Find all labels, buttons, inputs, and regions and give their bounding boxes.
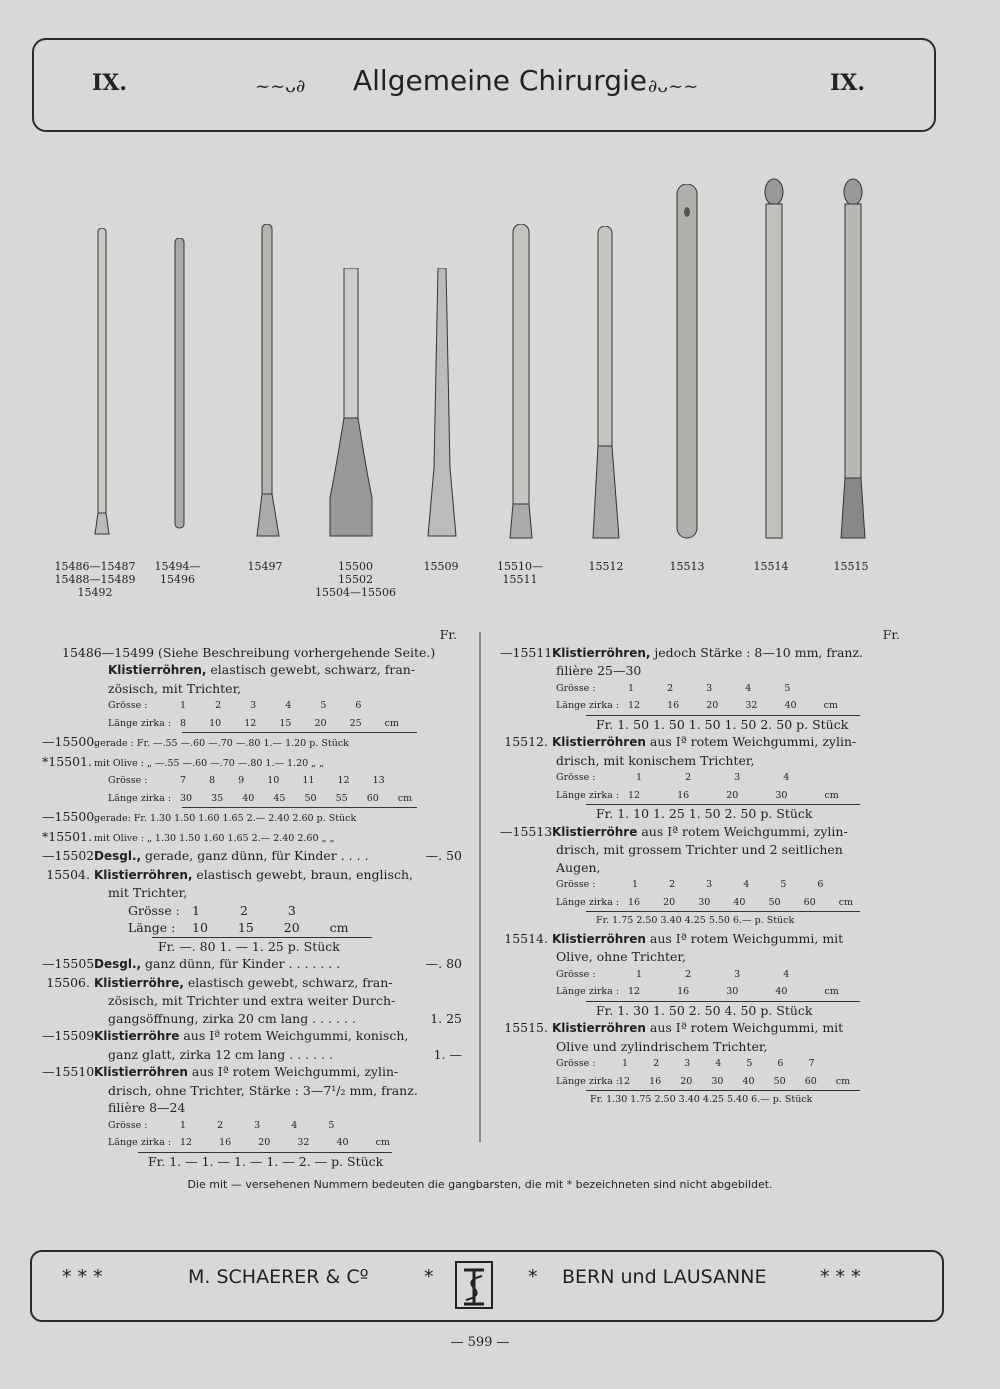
instrument-label-7: 15512 (588, 560, 624, 573)
length-values: 16 20 30 40 50 60 cm (628, 896, 854, 908)
instrument-illustration-9 (760, 178, 788, 540)
fr-header-right: Fr. (882, 627, 900, 642)
product-name: Klistierröhre, (94, 975, 184, 990)
right-price-column (500, 626, 900, 1109)
price-row: gerade: Fr. 1.30 1.50 1.60 1.65 2.— 2.40 2.60 p. Stück (94, 813, 357, 824)
size-values: 7 8 9 10 11 12 13 (180, 775, 385, 786)
instrument-illustration-1 (94, 228, 110, 538)
size-row (500, 966, 900, 984)
item-number: —15510. (42, 1064, 99, 1079)
text-line: drisch, mit grossem Trichter und 2 seitlichen (556, 842, 843, 857)
length-row (42, 1134, 462, 1152)
item-number: —15513. (500, 823, 557, 839)
text-line: ganz glatt, zirka 12 cm lang . . . . . . (108, 1046, 333, 1062)
product-description: elastisch gewebt, schwarz, fran- (183, 974, 393, 990)
item-number: 15512. (504, 734, 548, 749)
footnote: Die mit — versehenen Nummern bedeuten die gangbarsten, die mit * bezeichneten sind nicht abgebildet. (187, 1178, 773, 1191)
product-name: Desgl., (94, 849, 142, 863)
text-line: filière 8—24 (108, 1100, 186, 1115)
length-values: 12 16 20 30 40 50 60 cm (618, 1075, 851, 1087)
product-name: Desgl., (94, 957, 142, 971)
length-label: Länge : (128, 920, 176, 935)
product-description: aus Iª rotem Weichgummi, zylin- (637, 823, 848, 839)
size-row (500, 876, 900, 894)
size-label: Grösse : (108, 1119, 148, 1131)
item-number: *15501. (42, 753, 92, 769)
price-row: Fr. —. 80 1. — 1. 25 p. Stück (158, 938, 340, 954)
item-number: —15509. (42, 1028, 99, 1043)
instrument-label-10: 15515 (833, 560, 869, 573)
length-values: 30 35 40 45 50 55 60 cm (180, 792, 413, 804)
length-row (500, 697, 900, 715)
size-values: 1 2 3 4 5 6 (180, 700, 362, 711)
item-number: —15511. (500, 644, 557, 660)
instrument-illustration-2 (171, 238, 187, 538)
size-values: 1 2 3 4 5 (180, 1119, 335, 1131)
ornament-right: ∂ᴗ~~ (648, 76, 699, 97)
instrument-label-2: 15494—15496 (154, 560, 201, 586)
product-name: Klistierröhren (552, 931, 646, 946)
column-divider (479, 632, 481, 1142)
footer-star-mid: * (424, 1266, 434, 1288)
price-row: Fr. 1. 30 1. 50 2. 50 4. 50 p. Stück (596, 1002, 813, 1018)
size-label: Grösse : (556, 1058, 596, 1069)
text-line: Augen, (556, 859, 601, 875)
text-line: zösisch, mit Trichter und extra weiter Durch- (108, 993, 396, 1008)
product-name: Klistierröhre (94, 1029, 180, 1043)
product-name: Klistierröhre (552, 824, 638, 839)
page-number: — 599 — (450, 1335, 510, 1350)
instrument-label-9: 15514 (753, 560, 789, 573)
product-description: aus Iª rotem Weichgummi, zylin- (645, 734, 857, 749)
footer-star-mid-2: * (528, 1266, 538, 1288)
item-number: 15504. (46, 866, 90, 882)
item-number: —15502. (42, 848, 99, 863)
price-row: mit Olive : „ 1.30 1.50 1.60 1.65 2.— 2.40 2.60 „ „ (94, 832, 335, 844)
instrument-label-3: 15497 (247, 560, 283, 573)
product-name: Klistierröhren, (94, 867, 193, 882)
size-row (500, 1055, 900, 1073)
text-line: zösisch, mit Trichter, (108, 680, 242, 696)
size-label: Grösse : (108, 700, 148, 711)
length-values: 8 10 12 15 20 25 cm (180, 717, 400, 729)
price-row: mit Olive : „ —.55 —.60 —.70 —.80 1.— 1.20 „ „ (94, 757, 325, 769)
length-values: 10 15 20 cm (192, 920, 349, 935)
price-row: Fr. 1.75 2.50 3.40 4.25 5.50 6.— p. Stück (596, 915, 795, 926)
size-row (500, 769, 900, 787)
size-values: 1 2 3 4 (636, 772, 790, 783)
size-row (500, 680, 900, 698)
size-row (42, 902, 462, 920)
section-number-left: IX. (92, 70, 128, 96)
length-row (500, 894, 900, 912)
price: —. 50 (425, 848, 462, 863)
product-description: jedoch Stärke : 8—10 mm, franz. (650, 644, 864, 660)
left-price-column (42, 626, 462, 1170)
item-number: 15514. (504, 930, 548, 946)
size-row (42, 772, 462, 790)
price-row: gerade : Fr. —.55 —.60 —.70 —.80 1.— 1.20 p. Stück (94, 738, 349, 749)
item-number: —15500. (42, 734, 99, 749)
size-values: 1 2 3 4 5 6 (632, 879, 824, 890)
length-row (500, 787, 900, 805)
price-row: Fr. 1.30 1.75 2.50 3.40 4.25 5.40 6.— p. Stück (590, 1094, 813, 1105)
ornament-left: ~~ᴗ∂ (255, 76, 306, 97)
length-values: 12 16 30 40 cm (628, 986, 839, 997)
length-values: 12 16 20 32 40 cm (628, 700, 838, 711)
text-line: Olive, ohne Trichter, (556, 949, 687, 964)
length-values: 12 16 20 32 40 cm (180, 1137, 390, 1148)
instrument-illustration-10 (838, 178, 868, 540)
instrument-label-5: 15509 (423, 560, 459, 573)
length-label: Länge zirka : (556, 700, 620, 711)
company-monogram-logo (452, 1258, 496, 1312)
product-name: Klistierröhren (552, 735, 646, 749)
length-label: Länge zirka : (108, 792, 172, 804)
size-values: 1 2 3 4 5 (628, 682, 791, 694)
price: 1. — (433, 1046, 462, 1062)
text-line: 15486—15499 (Siehe Beschreibung vorhergehende Seite.) (62, 644, 436, 660)
instrument-label-8: 15513 (669, 560, 705, 573)
length-label: Länge zirka : (556, 896, 620, 908)
product-name: Klistierröhren (94, 1065, 188, 1079)
item-number: 15515. (504, 1020, 548, 1035)
section-number-right: IX. (830, 70, 866, 96)
size-row (42, 1117, 462, 1135)
instrument-illustration-3 (256, 224, 280, 538)
instrument-illustration-6 (509, 224, 533, 540)
instrument-label-6: 15510—15511 (497, 560, 543, 586)
length-label: Länge zirka : (556, 789, 620, 801)
size-row (42, 697, 462, 715)
footer-stars-left: * * * (62, 1266, 103, 1288)
instrument-illustration-4 (326, 268, 376, 540)
length-label: Länge zirka : (108, 717, 172, 729)
text-line: drisch, ohne Trichter, Stärke : 3—7¹/₂ mm, franz. (108, 1082, 418, 1098)
product-name: Klistierröhren, (108, 663, 207, 677)
text-line: filière 25—30 (556, 663, 642, 678)
size-label: Grösse : (556, 772, 596, 783)
product-name: Klistierröhren (552, 1021, 646, 1035)
length-row (42, 919, 462, 937)
length-row (500, 1073, 900, 1091)
size-label: Grösse : (128, 902, 180, 918)
item-number: *15501. (42, 828, 92, 844)
price-row: Fr. 1. 10 1. 25 1. 50 2. 50 p. Stück (596, 806, 813, 821)
length-row (42, 790, 462, 808)
length-values: 12 16 20 30 cm (628, 789, 839, 801)
product-description: aus Iª rotem Weichgummi, mit (645, 1020, 844, 1035)
instrument-illustration-5 (424, 268, 460, 540)
instrument-label-1: 15486—15487 15488—15489 15492 (54, 560, 136, 599)
product-description: aus Iª rotem Weichgummi, zylin- (187, 1064, 399, 1079)
price: —. 80 (425, 956, 462, 971)
length-row (42, 715, 462, 733)
size-values: 1 2 3 4 5 6 7 (622, 1058, 815, 1069)
price: 1. 25 (430, 1010, 462, 1026)
length-label: Länge zirka : (108, 1137, 172, 1148)
product-description: aus Iª rotem Weichgummi, konisch, (179, 1028, 409, 1043)
size-label: Grösse : (556, 682, 596, 694)
product-name: Klistierröhren, (552, 645, 651, 660)
instrument-label-4: 15500 15502 15504—15506 (315, 560, 396, 599)
text-line: gangsöffnung, zirka 20 cm lang . . . . . . (108, 1010, 356, 1026)
company-name: M. SCHAERER & Cº (188, 1266, 369, 1288)
item-number: —15505. (42, 956, 99, 971)
page-title: Allgemeine Chirurgie (353, 64, 647, 97)
text-line: Olive und zylindrischem Trichter, (556, 1038, 768, 1054)
footer-stars-right: * * * (820, 1266, 861, 1288)
size-values: 1 2 3 (192, 902, 296, 918)
text-line: mit Trichter, (108, 885, 188, 900)
text-line: drisch, mit konischem Trichter, (556, 752, 755, 768)
length-label: Länge zirka : (556, 1075, 620, 1087)
product-description: elastisch gewebt, schwarz, fran- (206, 662, 416, 677)
item-number: —15500. (42, 809, 99, 824)
price-row: Fr. 1. 50 1. 50 1. 50 1. 50 2. 50 p. Stück (596, 716, 849, 732)
size-label: Grösse : (556, 879, 596, 890)
size-label: Grösse : (108, 775, 148, 786)
item-number: 15506. (46, 974, 90, 990)
product-description: aus Iª rotem Weichgummi, mit (645, 930, 844, 946)
instrument-illustration-8 (674, 184, 700, 540)
company-city: BERN und LAUSANNE (562, 1266, 767, 1288)
instrument-illustration-7 (592, 226, 620, 540)
size-label: Grösse : (556, 968, 596, 980)
product-description: gerade, ganz dünn, für Kinder . . . . (141, 848, 369, 863)
size-values: 1 2 3 4 (636, 968, 790, 980)
length-label: Länge zirka : (556, 986, 620, 997)
product-description: elastisch gewebt, braun, englisch, (192, 866, 413, 882)
length-row (500, 983, 900, 1001)
product-description: ganz dünn, für Kinder . . . . . . . (141, 956, 341, 971)
fr-header-left: Fr. (439, 627, 457, 642)
price-row: Fr. 1. — 1. — 1. — 1. — 2. — p. Stück (148, 1153, 384, 1169)
